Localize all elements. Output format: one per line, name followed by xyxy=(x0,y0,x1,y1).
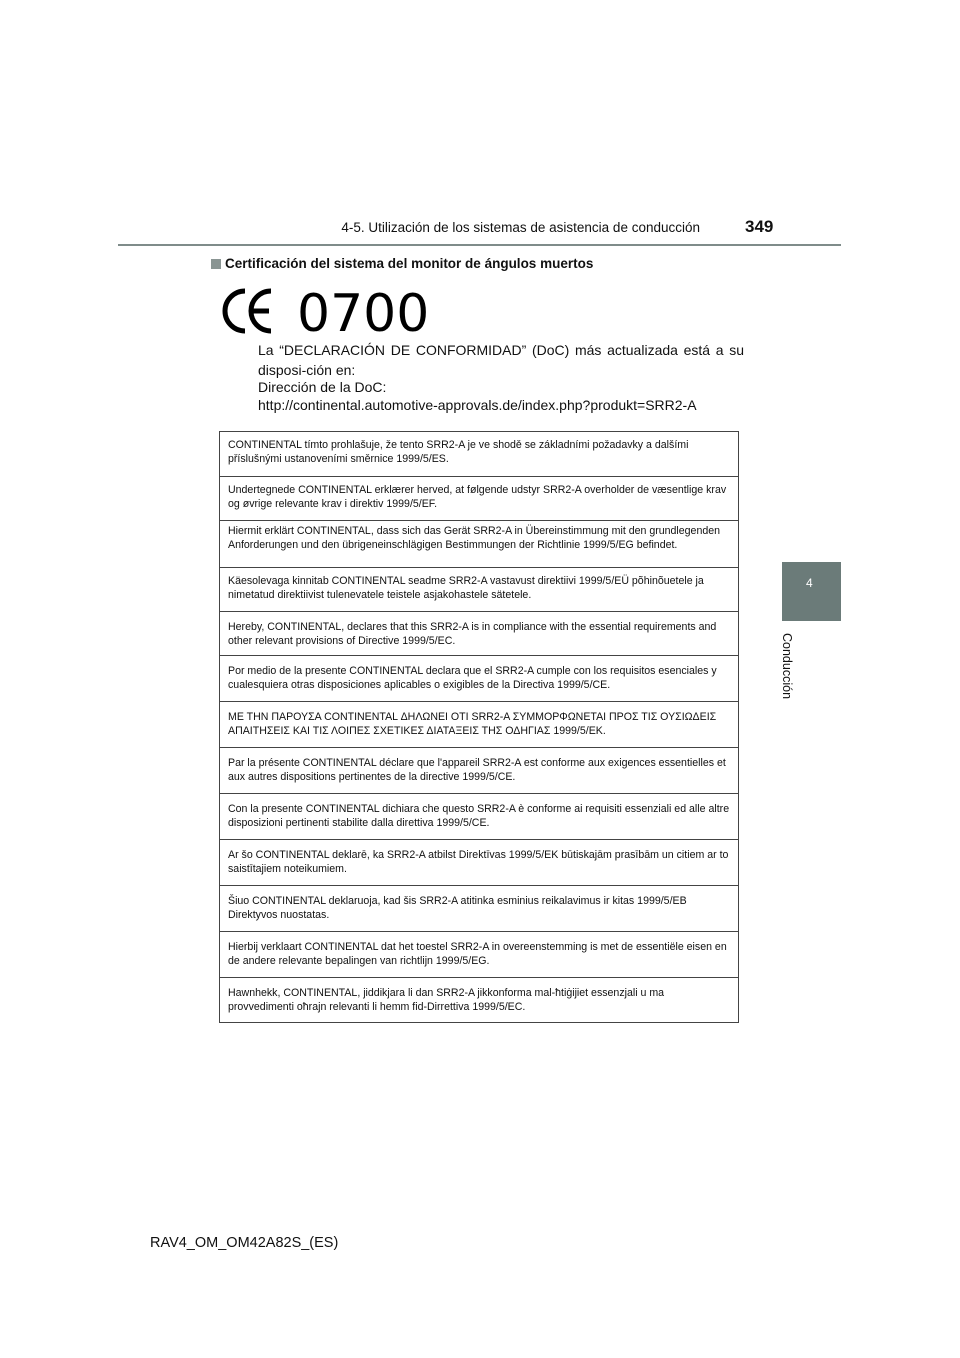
declaration-row: CONTINENTAL tímto prohlašuje, že tento SRR2-A je ve shodě se základními požadavky a dalšími příslušnými ustanoveními směrnice 1999/5/ES. xyxy=(228,439,689,465)
ce-mark-logo xyxy=(225,284,430,344)
declaration-row: ΜΕ ΤΗΝ ΠΑΡΟΥΣΑ CONTINENTAL ΔΗΛΩΝΕΙ ΟΤΙ SRR2-A ΣΥΜΜΟΡΦΩΝΕΤΑΙ ΠΡΟΣ ΤΙΣ ΟΥΣΙΩΔΕΙΣ ΑΠΑΙΤΗΣΕΙΣ ΚΑΙ ΤΙΣ ΛΟΙΠΕΣ ΣΧΕΤΙΚΕΣ ΔΙΑΤΑΞΕΙΣ ΤΗΣ ΟΔΗΓΙΑΣ 1999/5/ΕΚ. xyxy=(220,701,738,747)
section-heading-text: Certificación del sistema del monitor de ángulos muertos xyxy=(225,256,594,271)
chapter-tab-number: 4 xyxy=(806,576,813,590)
declaration-row: Por medio de la presente CONTINENTAL declara que el SRR2-A cumple con los requisitos esenciales y cualesquiera otras disposiciones aplicables o exigibles de la Directiva 1999/5/CE. xyxy=(220,655,738,701)
declaration-row: Par la présente CONTINENTAL déclare que l'appareil SRR2-A est conforme aux exigences essentielles et aux autres dispositions pertinentes de la directive 1999/5/CE. xyxy=(220,747,738,793)
document-code-footer: RAV4_OM_OM42A82S_(ES) xyxy=(150,1235,339,1251)
svg-text:0700: 0700 xyxy=(297,284,430,344)
square-bullet-icon xyxy=(211,259,221,269)
page-number: 349 xyxy=(745,217,774,236)
declaration-row: Hiermit erklärt CONTINENTAL, dass sich das Gerät SRR2-A in Übereinstimmung mit den grundlegenden Anforderungen und den übrigeneinschlägigen Bestimmungen der Richtlinie 1999/5/EG befindet. xyxy=(220,520,738,567)
chapter-side-label: Conducción xyxy=(780,633,794,700)
declaration-row: Käesolevaga kinnitab CONTINENTAL seadme SRR2-A vastavust direktiivi 1999/5/EÜ põhinõuetele ja nimetatud direktiivist tulenevatele teistele asjakohastele sätetele. xyxy=(220,567,738,611)
declarations-table xyxy=(219,431,739,1023)
declaration-row: Con la presente CONTINENTAL dichiara che questo SRR2-A è conforme ai requisiti essenziali ed alle altre disposizioni pertinenti stabilite dalla direttiva 1999/5/CE. xyxy=(220,793,738,839)
declaration-row: Hawnhekk, CONTINENTAL, jiddikjara li dan SRR2-A jikkonforma mal-ħtiġijiet essenzjali u ma provvedimenti oħrajn relevanti li hemm fid-Dirrettiva 1999/5/EC. xyxy=(220,977,738,1022)
header-divider xyxy=(118,244,841,246)
doc-intro-paragraph: La “DECLARACIÓN DE CONFORMIDAD” (DoC) más actualizada está a su disposi-ción en: xyxy=(258,342,744,378)
running-header-section: 4-5. Utilización de los sistemas de asistencia de conducción xyxy=(341,220,700,235)
chapter-tab xyxy=(782,562,841,621)
declaration-row: Šiuo CONTINENTAL deklaruoja, kad šis SRR2-A atitinka esminius reikalavimus ir kitas 1999/5/EB Direktyvos nuostatas. xyxy=(220,885,738,931)
declaration-row: Ar šo CONTINENTAL deklarē, ka SRR2-A atbilst Direktīvas 1999/5/EK būtiskajām prasībām un citiem ar to saistītajiem noteikumiem. xyxy=(220,839,738,885)
section-heading xyxy=(211,256,593,271)
declaration-row: Hierbij verklaart CONTINENTAL dat het toestel SRR2-A in overeenstemming is met de essentiële eisen en de andere relevante bepalingen van richtlijn 1999/5/EG. xyxy=(220,931,738,977)
doc-address-label: Dirección de la DoC: xyxy=(258,379,387,395)
declaration-row: Undertegnede CONTINENTAL erklærer herved, at følgende udstyr SRR2-A overholder de væsentlige krav og øvrige relevante krav i direktiv 1999/5/EF. xyxy=(220,476,738,520)
doc-address xyxy=(258,378,697,414)
declaration-row: Hereby, CONTINENTAL, declares that this SRR2-A is in compliance with the essential requirements and other relevant provisions of Directive 1999/5/EC. xyxy=(220,611,738,655)
doc-address-url: http://continental.automotive-approvals.de/index.php?produkt=SRR2-A xyxy=(258,397,697,413)
